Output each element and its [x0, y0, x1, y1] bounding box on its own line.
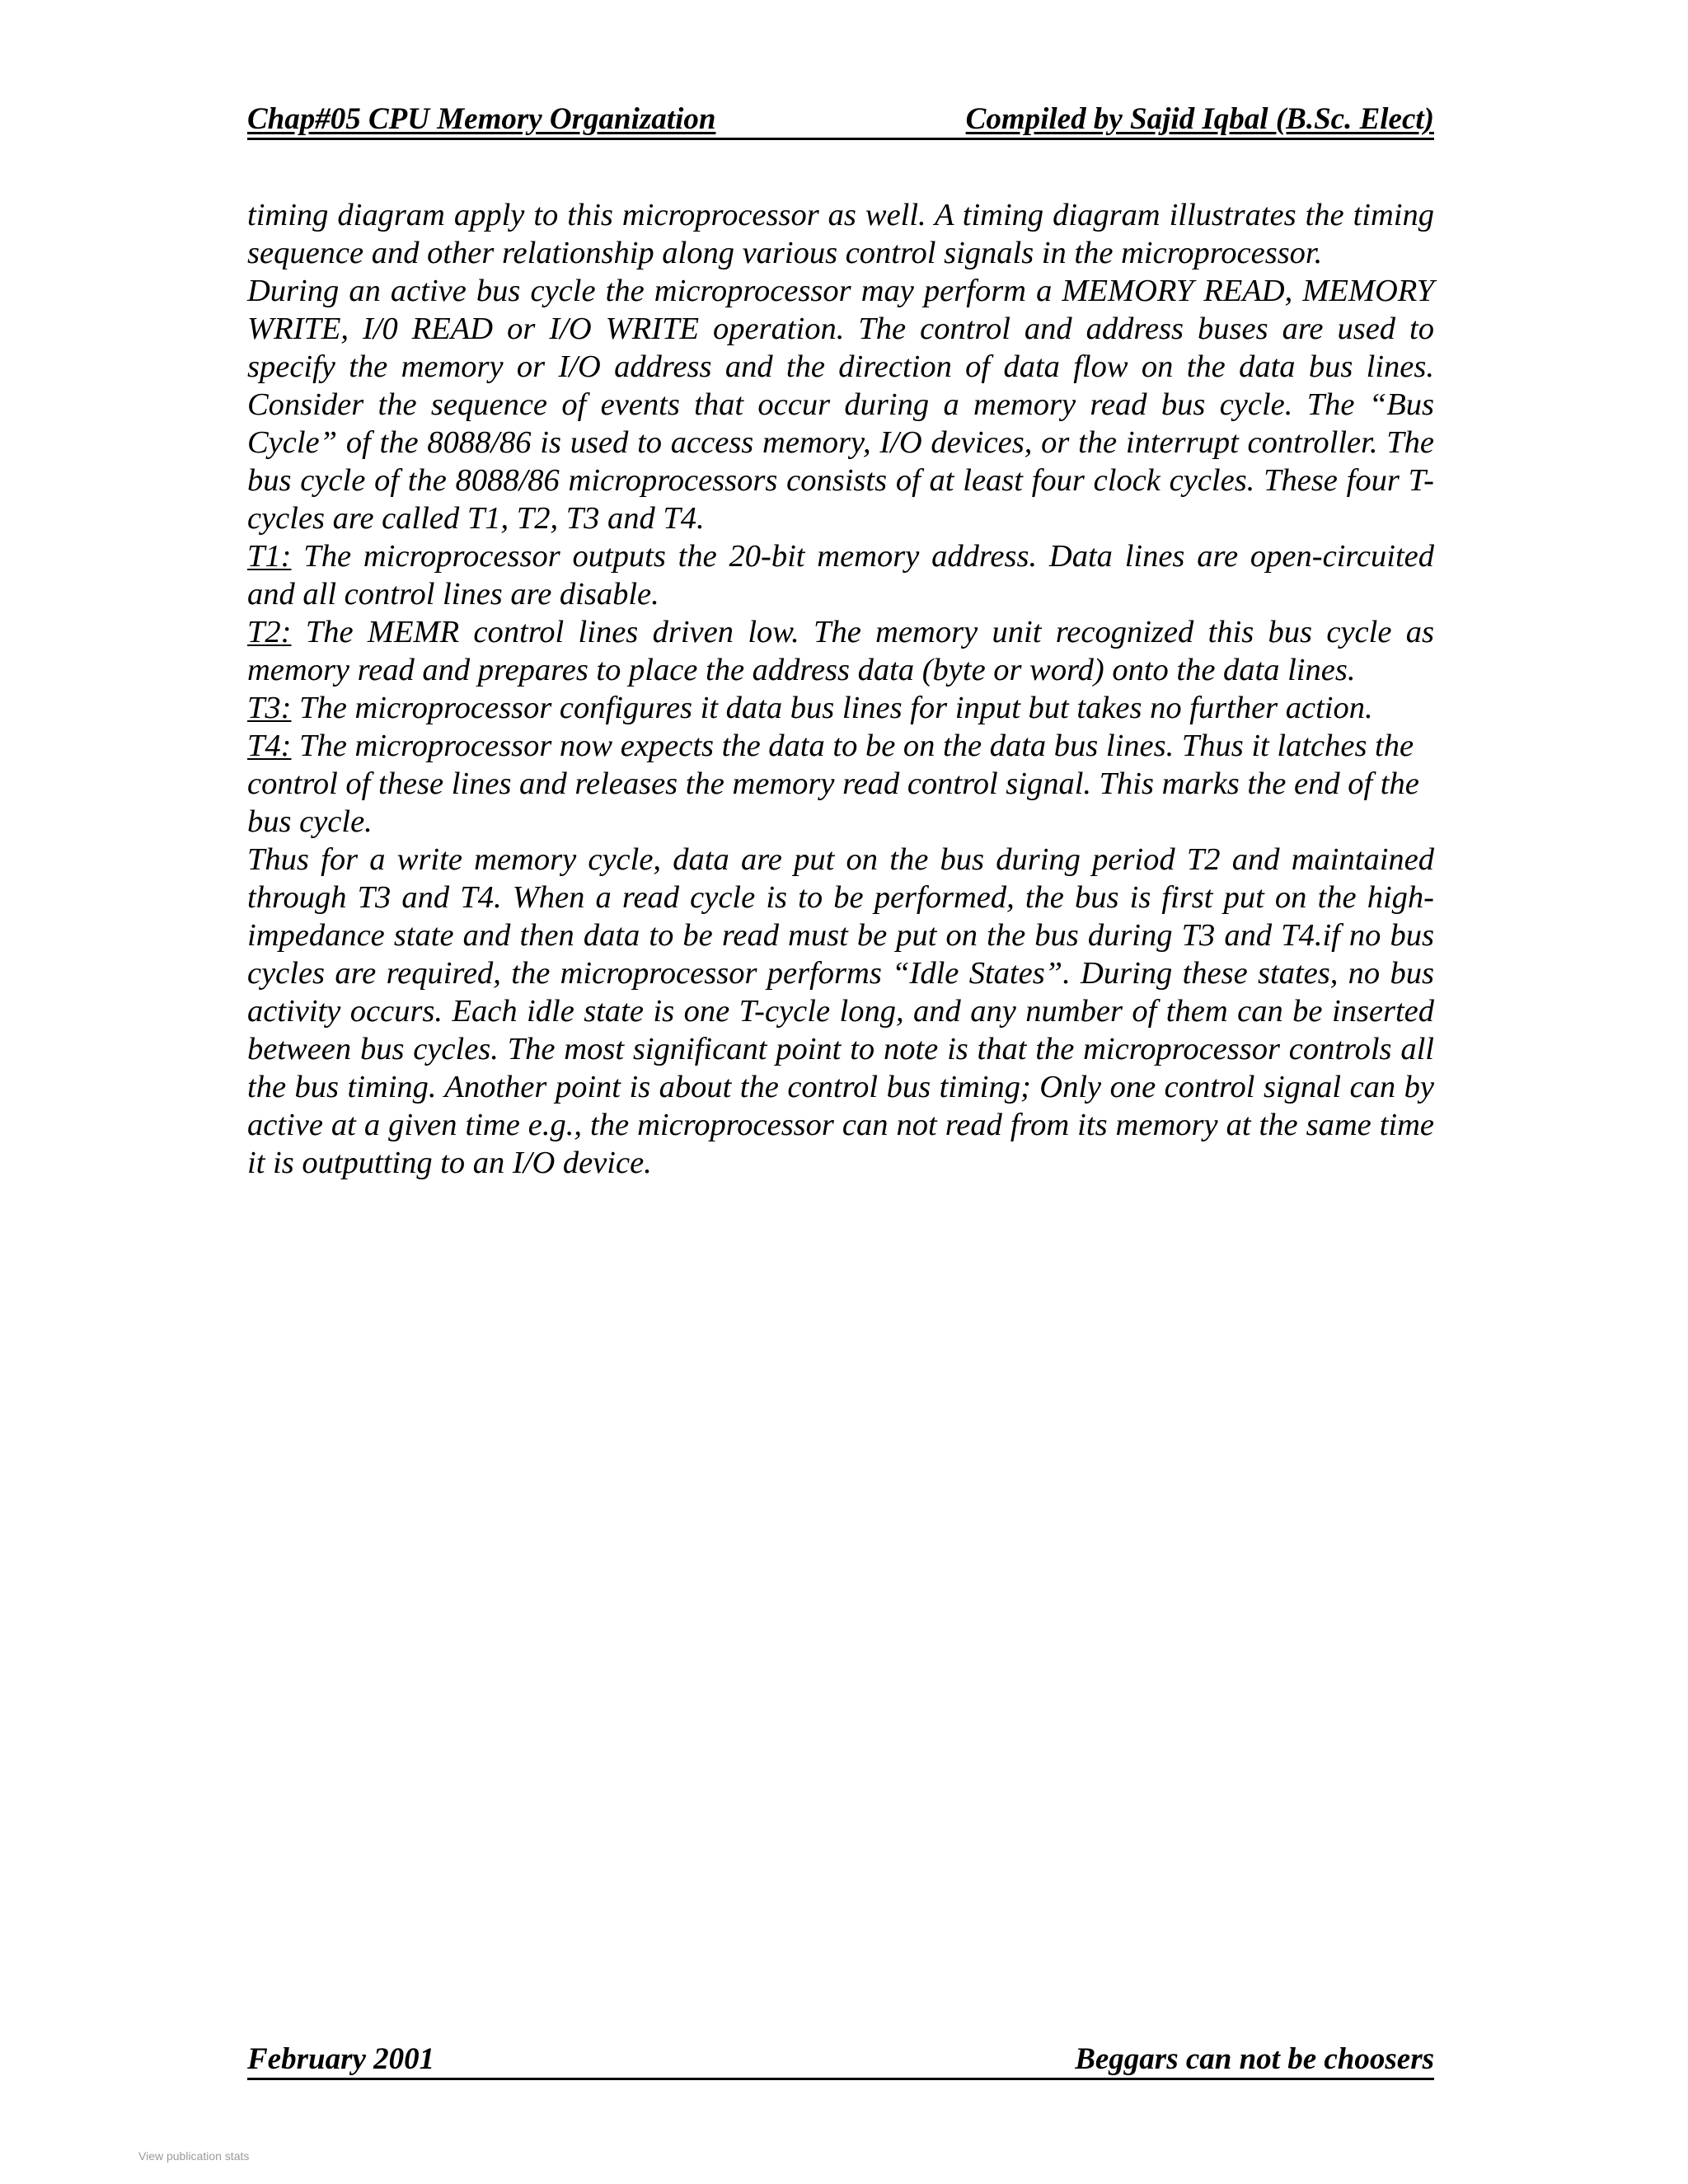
t4-text: The microprocessor now expects the data to be on the data bus lines. Thus it latches the control of these lines and releases the memory read control signal. This marks the end of the bus cycle. [247, 729, 1419, 839]
t1-text: The microprocessor outputs the 20-bit memory address. Data lines are open-circuited and all control lines are disable. [247, 539, 1434, 612]
paragraph-t2 [247, 613, 1434, 689]
footer-motto: Beggars can not be choosers [1075, 2042, 1434, 2076]
paragraph-t3 [247, 689, 1434, 727]
t1-label: T1: [247, 539, 292, 574]
publication-stats-link[interactable]: View publication stats [138, 2149, 250, 2163]
t2-text: The MEMR control lines driven low. The memory unit recognized this bus cycle as memory read and prepares to place the address data (byte or word) onto the data lines. [247, 615, 1434, 687]
header-author: Compiled by Sajid Iqbal (B.Sc. Elect) [965, 102, 1434, 136]
paragraph-timing-diagram: timing diagram apply to this microprocessor as well. A timing diagram illustrates the timing sequence and other relationship along various control signals in the microprocessor. [247, 198, 1434, 270]
body-text [247, 196, 1434, 1182]
paragraph-bus-cycle: During an active bus cycle the microprocessor may perform a MEMORY READ, MEMORY WRITE, I/0 READ or I/O WRITE operation. The control and address buses are used to specify the memory or I/O address and the direction of data flow on the data bus lines. Consider the sequence of events that occur during a memory read bus cycle. The “Bus Cycle” of the 8088/86 is used to access memory, I/O devices, or the interrupt controller. The bus cycle of the 8088/86 microprocessors consists of at least four clock cycles. These four T-cycles are called T1, T2, T3 and T4. [247, 274, 1434, 536]
header-chapter-title: Chap#05 CPU Memory Organization [247, 102, 716, 136]
paragraph-t1 [247, 537, 1434, 613]
paragraph-write-cycle: Thus for a write memory cycle, data are put on the bus during period T2 and maintained through T3 and T4. When a read cycle is to be performed, the bus is first put on the high-impedance state and then data to be read must be put on the bus during T3 and T4.if no bus cycles are required, the microprocessor performs “Idle States”. During these states, no bus activity occurs. Each idle state is one T-cycle long, and any number of them can be inserted between bus cycles. The most significant point to note is that the microprocessor controls all the bus timing. Another point is about the control bus timing; Only one control signal can by active at a given time e.g., the microprocessor can not read from its memory at the same time it is outputting to an I/O device. [247, 842, 1434, 1180]
t4-label: T4: [247, 729, 292, 763]
t3-label: T3: [247, 691, 292, 725]
t2-label: T2: [247, 615, 292, 649]
paragraph-t4 [247, 727, 1434, 841]
page-header [247, 97, 1434, 140]
page-footer [247, 2039, 1434, 2080]
footer-date: February 2001 [247, 2042, 435, 2076]
t3-text: The microprocessor configures it data bus lines for input but takes no further action. [291, 691, 1373, 725]
